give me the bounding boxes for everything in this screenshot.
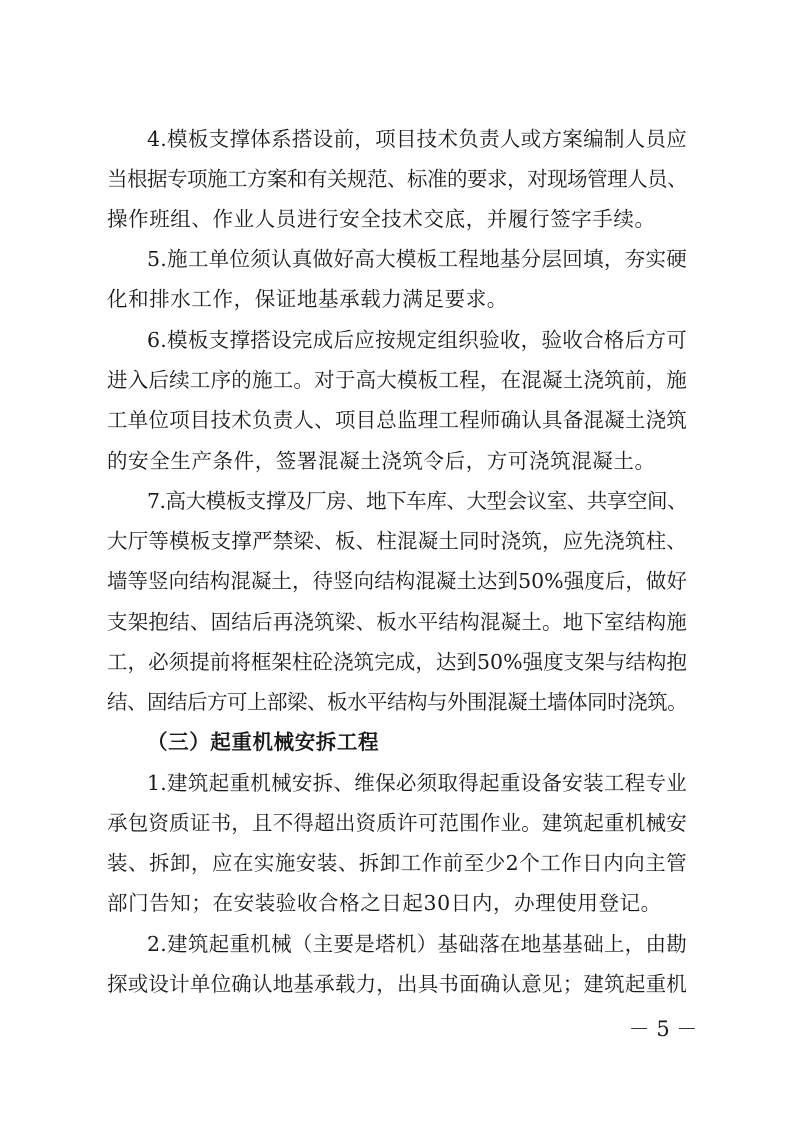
paragraph-6-line-3: 工单位项目技术负责人、项目总监理工程师确认具备混凝土浇筑 (107, 408, 687, 432)
page-number: － 5 － (628, 1017, 698, 1041)
section-heading: （三）起重机械安拆工程 (147, 730, 380, 754)
section-3-paragraph-2-line-1: 2.建筑起重机械（主要是塔机）基础落在地基基础上，由勘 (147, 932, 687, 956)
paragraph-6-line-1: 6.模板支撑搭设完成后应按规定组织验收，验收合格后方可 (147, 328, 687, 352)
paragraph-7-line-3: 墙等竖向结构混凝土，待竖向结构混凝土达到50%强度后，做好 (107, 569, 687, 593)
paragraph-7-line-4: 支架抱结、固结后再浇筑梁、板水平结构混凝土。地下室结构施 (107, 610, 687, 634)
paragraph-7-line-1: 7.高大模板支撑及厂房、地下车库、大型会议室、共享空间、 (147, 489, 687, 513)
section-3-paragraph-2-line-2: 探或设计单位确认地基承载力，出具书面确认意见；建筑起重机 (107, 972, 687, 996)
paragraph-6-line-4: 的安全生产条件，签署混凝土浇筑令后，方可浇筑混凝土。 (107, 449, 656, 473)
section-3-paragraph-1-line-2: 承包资质证书，且不得超出资质许可范围作业。建筑起重机械安 (107, 811, 687, 835)
paragraph-5-line-1: 5.施工单位须认真做好高大模板工程地基分层回填，夯实硬 (147, 247, 687, 271)
paragraph-4-line-3: 操作班组、作业人员进行安全技术交底，并履行签字手续。 (107, 207, 656, 231)
paragraph-6-line-2: 进入后续工序的施工。对于高大模板工程，在混凝土浇筑前，施 (107, 368, 687, 392)
paragraph-4-line-2: 当根据专项施工方案和有关规范、标准的要求，对现场管理人员、 (107, 167, 687, 191)
paragraph-7-line-6: 结、固结后方可上部梁、板水平结构与外围混凝土墙体同时浇筑。 (107, 690, 687, 714)
section-3-paragraph-1-line-1: 1.建筑起重机械安拆、维保必须取得起重设备安装工程专业 (147, 771, 687, 795)
section-3-paragraph-1-line-4: 部门告知；在安装验收合格之日起30日内，办理使用登记。 (107, 891, 662, 915)
section-3-paragraph-1-line-3: 装、拆卸，应在实施安装、拆卸工作前至少2个工作日内向主管 (107, 851, 687, 875)
paragraph-5-line-2: 化和排水工作，保证地基承载力满足要求。 (107, 287, 508, 311)
paragraph-7-line-5: 工，必须提前将框架柱砼浇筑完成，达到50%强度支架与结构抱 (107, 650, 687, 674)
paragraph-7-line-2: 大厅等模板支撑严禁梁、板、柱混凝土同时浇筑，应先浇筑柱、 (107, 529, 687, 553)
paragraph-4-line-1: 4.模板支撑体系搭设前，项目技术负责人或方案编制人员应 (147, 127, 687, 151)
